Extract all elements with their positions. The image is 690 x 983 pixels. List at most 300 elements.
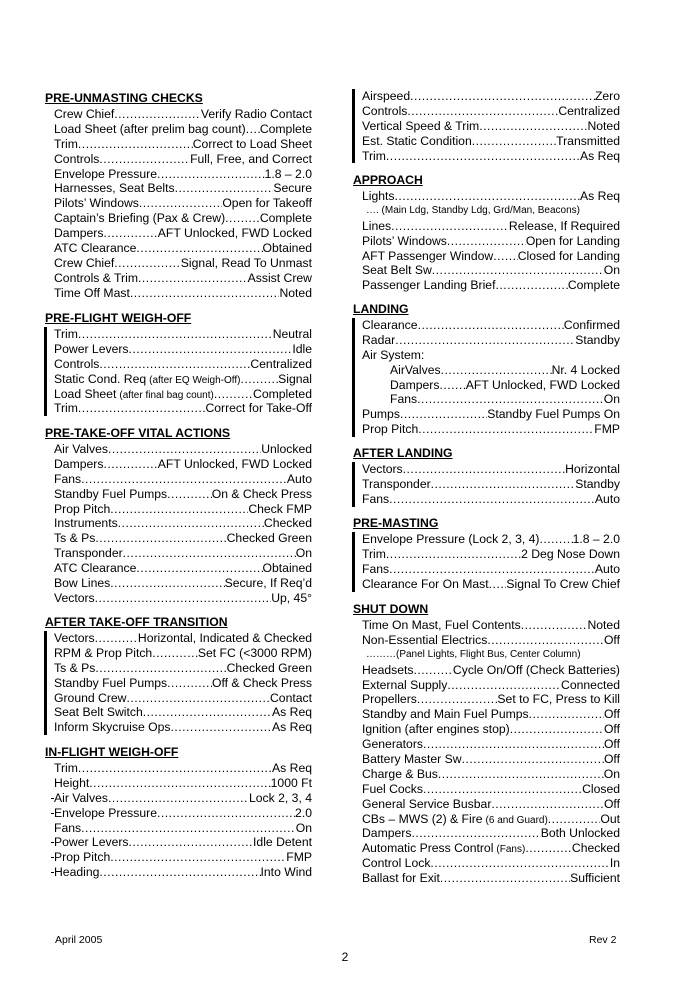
section-title: APPROACH (353, 173, 423, 187)
checklist-item (362, 707, 620, 722)
dot-leader (129, 342, 293, 357)
checklist-item (54, 676, 312, 691)
checklist-item (54, 531, 312, 546)
dot-leader (99, 357, 250, 372)
checklist (44, 761, 312, 880)
item-value: Completed (253, 386, 312, 401)
dot-leader (214, 387, 253, 402)
approach-section (352, 173, 620, 293)
item-value: Centralized (250, 356, 312, 371)
item-label: Ts & Ps (54, 660, 96, 675)
checklist-item (362, 532, 620, 547)
dot-leader (246, 122, 260, 137)
dot-leader (510, 722, 604, 737)
item-note: (after EQ Weigh-Off) (149, 374, 241, 386)
item-label: General Service Busbar (362, 796, 492, 811)
checklist-item (362, 871, 620, 886)
dot-leader (240, 372, 278, 387)
footer-date: April 2005 (55, 934, 103, 946)
item-label: Ballast for Exit (362, 871, 440, 886)
checklist-item (362, 841, 620, 856)
checklist-item (54, 776, 312, 791)
dot-leader (108, 791, 249, 806)
checklist-item (54, 646, 312, 661)
checklist-item (54, 516, 312, 531)
checklist-item (362, 692, 620, 707)
item-label: Time On Mast, Fuel Contents (362, 618, 521, 632)
item-label: Fans (54, 471, 82, 486)
dot-leader (143, 705, 272, 720)
item-label: Heading (54, 865, 100, 880)
item-label: Vertical Speed & Trim (362, 118, 480, 133)
item-value: FMP (594, 422, 620, 437)
item-value: Complete (259, 121, 312, 136)
checklist-item (362, 737, 620, 752)
checklist-item (362, 89, 620, 104)
note-line: ………(Panel Lights, Flight Bus, Center Column) (366, 648, 581, 660)
item-label: Seat Belt Sw (362, 263, 432, 278)
dot-leader (418, 422, 594, 437)
checklist-item (362, 577, 620, 592)
item-label: Airspeed (362, 89, 411, 103)
item-value: Checked (571, 841, 620, 856)
dot-leader (489, 577, 507, 592)
item-label: Propellers (362, 692, 417, 707)
checklist-item (362, 392, 620, 407)
checklist-item (362, 547, 620, 562)
checklist-item (362, 462, 620, 477)
pre-flight-weigh-off-section (44, 311, 312, 416)
dot-leader (225, 211, 260, 226)
landing-section (352, 302, 620, 437)
item-label: Transponder (362, 476, 431, 491)
checklist-item (54, 865, 312, 880)
item-value: Verify Radio Contact (200, 107, 312, 121)
item-value: Off (603, 632, 620, 647)
checklist-item (54, 561, 312, 576)
item-label: Clearance For On Mast (362, 576, 489, 591)
item-label: Height (54, 775, 90, 790)
item-value: 1000 Ft (270, 775, 312, 790)
dot-leader (487, 633, 604, 648)
checklist-item (362, 663, 620, 678)
item-label: Fans (362, 561, 390, 576)
item-value: As Req (272, 761, 312, 775)
dot-leader (441, 363, 552, 378)
dot-leader (136, 561, 262, 576)
item-label: Power Levers (54, 835, 129, 850)
item-label: Pilots’ Windows (362, 233, 447, 248)
checklist (44, 631, 312, 735)
checklist-item (54, 372, 312, 387)
dot-leader (152, 646, 198, 661)
item-label: Ignition (after engines stop) (362, 722, 510, 737)
checklist-item (54, 196, 312, 211)
item-value: Horizontal, Indicated & Checked (137, 631, 312, 645)
item-label: Instruments (54, 516, 118, 531)
item-value: Open for Takeoff (222, 196, 312, 211)
dot-leader (118, 516, 264, 531)
item-value: AFT Unlocked, FWD Locked (157, 226, 312, 241)
item-value: 1.8 – 2.0 (264, 166, 312, 181)
dot-leader (110, 576, 224, 591)
item-label: Vectors (362, 462, 403, 476)
checklist-item (54, 720, 312, 735)
item-value: AFT Unlocked, FWD Locked (465, 377, 620, 392)
item-value: Complete (259, 211, 312, 226)
item-label: Air Valves (54, 442, 108, 456)
item-value: Unlocked (261, 442, 312, 456)
section-title: SHUT DOWN (353, 602, 429, 616)
item-value: Connected (561, 677, 620, 692)
dot-leader (81, 472, 287, 487)
item-label: Pumps (362, 407, 400, 422)
item-value: Obtained (262, 241, 312, 256)
item-value: In (609, 856, 620, 871)
item-value: Transmitted (556, 133, 620, 148)
section-title: PRE-MASTING (353, 516, 439, 530)
item-label: Fuel Cocks (362, 781, 423, 796)
dot-leader (407, 104, 558, 119)
checklist-item (362, 782, 620, 797)
item-label: Passenger Landing Brief (362, 278, 496, 293)
dot-leader (157, 167, 265, 182)
item-label: Clearance (362, 318, 418, 332)
dot-leader (389, 492, 595, 507)
checklist-item (54, 181, 312, 196)
section-title: LANDING (353, 302, 409, 316)
dot-leader (103, 457, 157, 472)
dot-leader (136, 241, 262, 256)
item-label: Trim (54, 136, 78, 151)
checklist-item (54, 850, 312, 865)
dot-leader (126, 691, 270, 706)
item-value: Horizontal (565, 462, 620, 476)
item-value: Idle Detent (253, 835, 312, 850)
dot-leader (78, 761, 272, 776)
item-label: Static Cond. Req (54, 371, 147, 386)
item-value: Up, 45° (271, 590, 312, 605)
item-value: Closed (582, 781, 620, 796)
item-label: Dampers (54, 456, 104, 471)
dot-leader (440, 871, 570, 886)
checklist (352, 89, 620, 163)
dot-leader (95, 591, 272, 606)
checklist-item (362, 812, 620, 827)
dot-leader (529, 707, 604, 722)
item-value: Correct for Take-Off (205, 401, 312, 416)
item-label: Trim (362, 148, 386, 163)
item-value: Set to FC, Press to Kill (497, 692, 620, 707)
checklist (44, 442, 312, 606)
item-label: Envelope Pressure (Lock 2, 3, 4) (362, 532, 540, 546)
item-label: AFT Passenger Window (362, 248, 494, 263)
item-value: Signal, Read To Unmast (180, 255, 312, 270)
item-value: Off (603, 707, 620, 722)
item-label: Envelope Pressure (54, 805, 157, 820)
checklist-item (54, 152, 312, 167)
section-title: PRE-UNMASTING CHECKS (45, 91, 203, 105)
checklist-item (54, 211, 312, 226)
dot-leader (95, 531, 226, 546)
item-value: Confirmed (563, 318, 620, 332)
dot-leader (167, 676, 212, 691)
checklist-item (54, 327, 312, 342)
item-label: Automatic Press Control (362, 841, 494, 856)
dot-leader (395, 333, 575, 348)
item-value: 2.0 (295, 805, 312, 820)
checklist-item (54, 271, 312, 286)
item-label: Lights (362, 189, 395, 203)
dot-leader (99, 865, 260, 880)
item-label: Pilots’ Windows (54, 196, 139, 211)
dot-leader (439, 378, 465, 393)
dot-leader (108, 442, 261, 457)
item-label: Est. Static Condition (362, 133, 472, 148)
item-label: Standby Fuel Pumps (54, 486, 168, 501)
checklist-item (54, 472, 312, 487)
checklist-item (54, 691, 312, 706)
dot-leader (417, 692, 498, 707)
dot-leader (395, 189, 581, 204)
item-label: Controls & Trim (54, 270, 138, 285)
section-title: PRE-TAKE-OFF VITAL ACTIONS (45, 426, 231, 440)
item-label: Captain’s Briefing (Pax & Crew) (54, 211, 226, 226)
item-label: Prop Pitch (54, 850, 111, 865)
dot-leader (410, 89, 595, 104)
item-label: Trim (362, 546, 386, 561)
item-value: Nr. 4 Locked (551, 362, 620, 377)
footer-revision: Rev 2 (589, 934, 617, 946)
checklist-item (54, 457, 312, 472)
checklist-item (362, 477, 620, 492)
item-value: Checked Green (226, 660, 312, 675)
continued-section (352, 89, 620, 163)
item-label: Harnesses, Seat Belts (54, 181, 175, 196)
item-value: As Req (580, 148, 620, 163)
checklist-item (362, 234, 620, 249)
item-label: External Supply (362, 677, 448, 692)
item-value: Correct to Load Sheet (192, 136, 312, 151)
checklist-item (362, 278, 620, 293)
item-value: 2 Deg Nose Down (521, 546, 620, 561)
item-label: Vectors (54, 631, 95, 645)
checklist-item (54, 631, 312, 646)
checklist (44, 327, 312, 416)
checklist-item (362, 134, 620, 149)
checklist-item (362, 104, 620, 119)
checklist-item (54, 761, 312, 776)
item-value: Check FMP (248, 501, 312, 516)
checklist-item (54, 241, 312, 256)
item-label: ATC Clearance (54, 561, 137, 576)
checklist-item (54, 342, 312, 357)
dot-leader (431, 477, 576, 492)
checklist-item (362, 767, 620, 782)
dot-leader (418, 318, 564, 333)
dot-leader (521, 618, 588, 633)
item-label: ATC Clearance (54, 241, 137, 256)
item-value: On (603, 263, 620, 278)
dot-leader (414, 663, 453, 678)
dot-leader (81, 821, 296, 836)
checklist (352, 189, 620, 293)
item-value: Assist Crew (247, 270, 312, 285)
item-value: Into Wind (260, 865, 312, 880)
checklist-item (362, 562, 620, 577)
checklist-item (362, 333, 620, 348)
pre-take-off-section (44, 426, 312, 606)
item-value: Standby (575, 332, 620, 347)
dot-leader (447, 234, 526, 249)
item-label: Fans (362, 491, 390, 506)
checklist-item (54, 502, 312, 517)
dot-leader (78, 401, 206, 416)
item-label: Transponder (54, 546, 123, 561)
item-label: Ts & Ps (54, 531, 96, 546)
checklist-item (362, 856, 620, 871)
dot-leader (95, 661, 226, 676)
checklist-item (54, 576, 312, 591)
dot-leader (139, 196, 222, 211)
item-label: CBs – MWS (2) & Fire (362, 811, 483, 826)
dot-leader (110, 850, 286, 865)
checklist-item (362, 263, 620, 278)
dot-leader (171, 720, 273, 735)
item-value: Sufficient (570, 871, 620, 886)
checklist-item (362, 189, 620, 204)
checklist (352, 462, 620, 507)
dot-leader (462, 752, 604, 767)
item-label: Air Valves (54, 790, 108, 805)
dot-leader (95, 631, 138, 646)
dot-leader (89, 776, 270, 791)
checklist-item (362, 149, 620, 164)
checklist (352, 532, 620, 592)
item-label: Trim (54, 327, 78, 341)
dot-leader (78, 327, 273, 342)
dot-leader (114, 256, 181, 271)
checklist-item (362, 249, 620, 264)
checklist-item (362, 722, 620, 737)
item-label: Charge & Bus (362, 766, 438, 781)
dot-leader (103, 226, 157, 241)
item-label: Load Sheet (after prelim bag count) (54, 121, 246, 136)
checklist-item (54, 286, 312, 301)
item-label: Load Sheet (54, 386, 117, 401)
item-value: Checked (263, 516, 312, 531)
checklist-item (362, 119, 620, 134)
item-label: Prop Pitch (362, 422, 419, 437)
checklist-item (54, 546, 312, 561)
checklist-item (54, 661, 312, 676)
dot-leader (491, 797, 604, 812)
item-value: Contact (269, 690, 312, 705)
checklist-item (362, 826, 620, 841)
checklist-item (362, 678, 620, 693)
note-line: …. (Main Ldg, Standby Ldg, Grd/Man, Beacons) (366, 204, 580, 216)
checklist-item (362, 318, 620, 333)
dot-leader (110, 502, 248, 517)
item-value: Open for Landing (525, 233, 620, 248)
section-title: IN-FLIGHT WEIGH-OFF (45, 745, 179, 759)
checklist-item (54, 821, 312, 836)
dot-leader (430, 856, 609, 871)
checklist-item (362, 797, 620, 812)
checklist-item (54, 107, 312, 122)
checklist-item (362, 363, 620, 378)
item-label: Time Off Mast (54, 285, 130, 300)
checklist-item (54, 357, 312, 372)
dot-leader (99, 152, 190, 167)
checklist-item (362, 422, 620, 437)
item-value: Neutral (272, 327, 312, 341)
item-label: Dampers (390, 377, 440, 392)
item-value: Secure, If Req’d (224, 576, 312, 591)
item-value: As Req (272, 720, 312, 735)
item-label: Trim (54, 401, 78, 416)
dot-leader (157, 806, 295, 821)
item-label: Dampers (362, 826, 412, 841)
dot-leader (403, 462, 565, 477)
item-value: Complete (567, 278, 620, 293)
item-value: Set FC (<3000 RPM) (197, 645, 312, 660)
item-label: Vectors (54, 590, 95, 605)
item-label: Battery Master Sw (362, 752, 462, 767)
item-label: Fans (390, 392, 418, 407)
dot-leader (114, 107, 201, 122)
item-value: Signal (278, 371, 312, 386)
item-value: On (603, 766, 620, 781)
item-label: Bow Lines (54, 576, 111, 591)
item-value: Cycle On/Off (Check Batteries) (452, 662, 620, 677)
checklist-item (54, 387, 312, 402)
item-note: (Fans) (496, 844, 526, 856)
pre-masting-section (352, 516, 620, 592)
dot-leader (493, 249, 518, 264)
dot-leader (447, 678, 561, 693)
item-label: Inform Skycruise Ops (54, 720, 171, 735)
checklist-item (362, 407, 620, 422)
dot-leader (548, 812, 601, 827)
in-flight-weigh-off-section (44, 745, 312, 880)
item-label: Dampers (54, 226, 104, 241)
after-take-off-section (44, 615, 312, 735)
item-label: Radar (362, 332, 396, 347)
dot-leader (78, 137, 193, 152)
item-label: Crew Chief (54, 255, 115, 270)
item-value: Idle (292, 341, 312, 356)
checklist-item (362, 492, 620, 507)
checklist-item (362, 348, 620, 363)
page-number: 2 (341, 950, 349, 964)
item-value: Off & Check Press (211, 675, 312, 690)
item-label: Controls (362, 103, 408, 118)
shut-down-section (352, 602, 620, 886)
checklist-item (54, 806, 312, 821)
item-value: On (603, 392, 620, 407)
dot-leader (400, 407, 487, 422)
checklist-item (54, 705, 312, 720)
item-value: Centralized (558, 103, 620, 118)
dot-leader (540, 532, 573, 547)
item-label: Controls (54, 356, 100, 371)
checklist (352, 618, 620, 886)
dot-leader (525, 841, 572, 856)
checklist-item (54, 487, 312, 502)
dot-leader (438, 767, 604, 782)
after-landing-section (352, 446, 620, 507)
